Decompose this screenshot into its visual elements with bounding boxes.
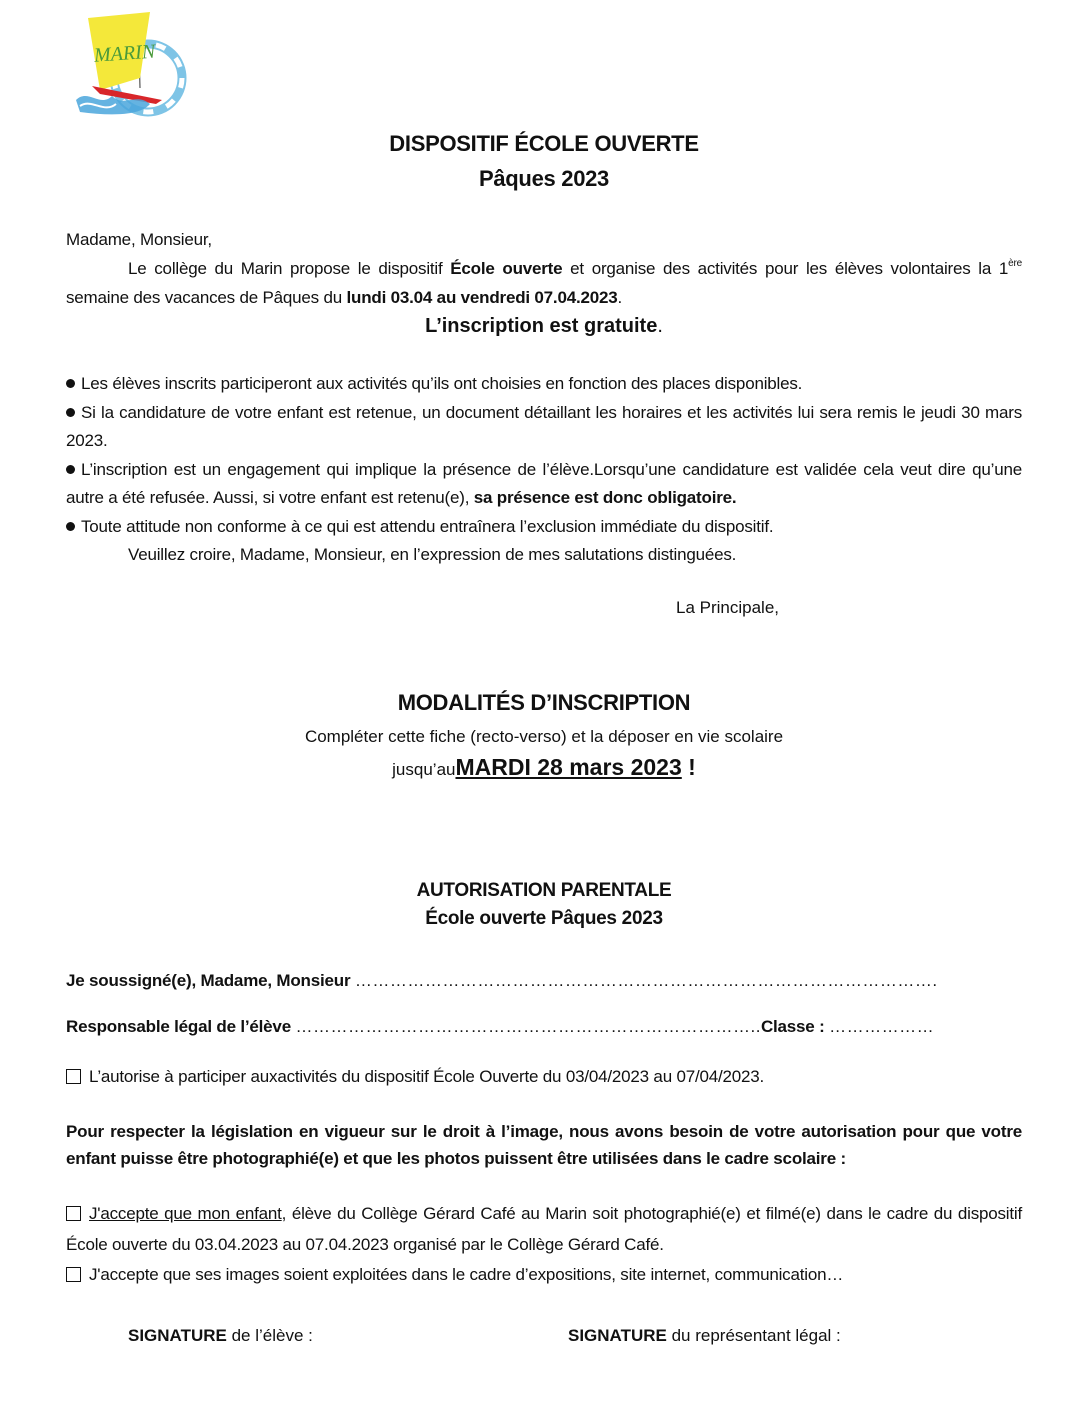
signatory: La Principale, (676, 598, 780, 617)
marin-boat-logo-icon (70, 8, 190, 123)
signature-student-label: de l’élève : (226, 1326, 313, 1345)
images-consent-label: J'accepte que ses images soient exploitées dans le cadre d’expositions, site internet, communication… (89, 1265, 844, 1284)
intro-text: Le collège du Marin propose le dispositif (128, 259, 451, 278)
signature-parent (568, 1326, 841, 1346)
responsable-field[interactable] (66, 1013, 1022, 1042)
photo-consent-label: , élève du Collège Gérard Café au Marin soit photographié(e) et filmé(e) dans le cadre du dispositif École ouverte du 03.04.2023 au 07.04.2023 organisé par le Collège Gérard Café. (66, 1204, 1023, 1254)
classe-label: Classe : (760, 1017, 830, 1036)
modalites-deadline (0, 750, 1088, 787)
bullet-item (66, 370, 1022, 399)
intro-paragraph (66, 255, 1022, 312)
photo-consent-underlined: J'accepte que mon enfant (89, 1204, 282, 1223)
deadline-prefix: jusqu’au (392, 760, 456, 779)
signature-parent-label: du représentant légal : (666, 1326, 841, 1345)
images-checkbox[interactable] (66, 1267, 81, 1282)
images-consent[interactable] (66, 1261, 1022, 1290)
free-notice-tail: . (657, 315, 663, 337)
soussigne-label: Je soussigné(e), Madame, Monsieur (66, 971, 355, 990)
bullet-text: Si la candidature de votre enfant est retenue, un document détaillant les horaires et les activités lui sera remis le jeudi 30 mars 2023. (66, 402, 1022, 450)
modalites-title: MODALITÉS D’INSCRIPTION (397, 690, 691, 715)
dates-emphasis: lundi 03.04 au vendredi 07.04.2023 (346, 287, 618, 307)
bullet-text: Les élèves inscrits participeront aux activités qu’ils ont choisies en fonction des places disponibles. (81, 374, 803, 393)
document-subtitle: Pâques 2023 (478, 166, 609, 191)
school-logo (70, 8, 190, 123)
free-notice-bold: L’inscription est gratuite (425, 315, 658, 337)
bullet-text: Toute attitude non conforme à ce qui est attendu entraînera l’exclusion immédiate du dispositif. (81, 516, 774, 536)
bullet-item (66, 513, 1022, 542)
photo-consent[interactable] (66, 1198, 1022, 1260)
signature-student-bold: SIGNATURE (128, 1326, 227, 1345)
bullet-text: L’inscription est un engagement qui implique la présence de l’élève.Lorsqu’une candidature est validée cela veut dire qu’une autre a été refusée. Aussi, si votre enfant est retenu(e), (66, 459, 1022, 507)
responsable-label: Responsable légal de l’élève (66, 1017, 296, 1036)
deadline-date: MARDI 28 mars 2023 (455, 754, 682, 780)
participation-label: L’autorise à participer auxactivités du dispositif École Ouverte du 03/04/2023 au 07/04/2023. (89, 1067, 765, 1086)
bullet-icon (66, 408, 75, 417)
bullet-icon (66, 379, 75, 388)
autorisation-title: AUTORISATION PARENTALE (416, 880, 672, 901)
svg-text:MARIN: MARIN (93, 40, 156, 67)
bullet-icon (66, 522, 75, 531)
ordinal-superscript: ère (1008, 258, 1022, 269)
soussigne-field[interactable] (66, 967, 1022, 996)
bullet-item (66, 456, 1022, 513)
classe-input-line[interactable]: ……………… (829, 1017, 935, 1036)
free-notice (0, 312, 1088, 340)
bullet-icon (66, 465, 75, 474)
intro-text: semaine des vacances de Pâques du (66, 287, 347, 307)
ecole-ouverte-emphasis: École ouverte (450, 259, 563, 278)
signature-parent-bold: SIGNATURE (568, 1326, 667, 1345)
document-title: DISPOSITIF ÉCOLE OUVERTE (389, 131, 699, 156)
soussigne-input-line[interactable]: ………………………………………………………………………………………. (354, 971, 938, 990)
closing-formula: Veuillez croire, Madame, Monsieur, en l’expression de mes salutations distinguées. (128, 545, 737, 564)
bullet-list (66, 370, 1022, 570)
bullet-emphasis: sa présence est donc obligatoire. (473, 488, 737, 507)
intro-text: . (617, 287, 623, 307)
salutation: Madame, Monsieur, (66, 230, 212, 249)
autorisation-subtitle: École ouverte Pâques 2023 (425, 908, 663, 929)
modalites-instructions: Compléter cette fiche (recto-verso) et la déposer en vie scolaire (304, 727, 784, 746)
signature-student (128, 1326, 313, 1346)
intro-text: et organise des activités pour les élèves volontaires la 1 (562, 259, 1009, 278)
responsable-input-line[interactable]: …………………………………………………………………….. (295, 1017, 761, 1036)
participation-checkbox[interactable] (66, 1069, 81, 1084)
participation-consent[interactable] (66, 1063, 1022, 1092)
photo-checkbox[interactable] (66, 1206, 81, 1221)
bullet-item (66, 399, 1022, 456)
deadline-exclamation: ! (681, 754, 696, 780)
image-rights-intro: Pour respecter la législation en vigueur sur le droit à l’image, nous avons besoin de votre autorisation pour que votre enfant puisse être photographié(e) et que les photos puissent être utilisées dans le cadre scolaire : (66, 1122, 1022, 1168)
